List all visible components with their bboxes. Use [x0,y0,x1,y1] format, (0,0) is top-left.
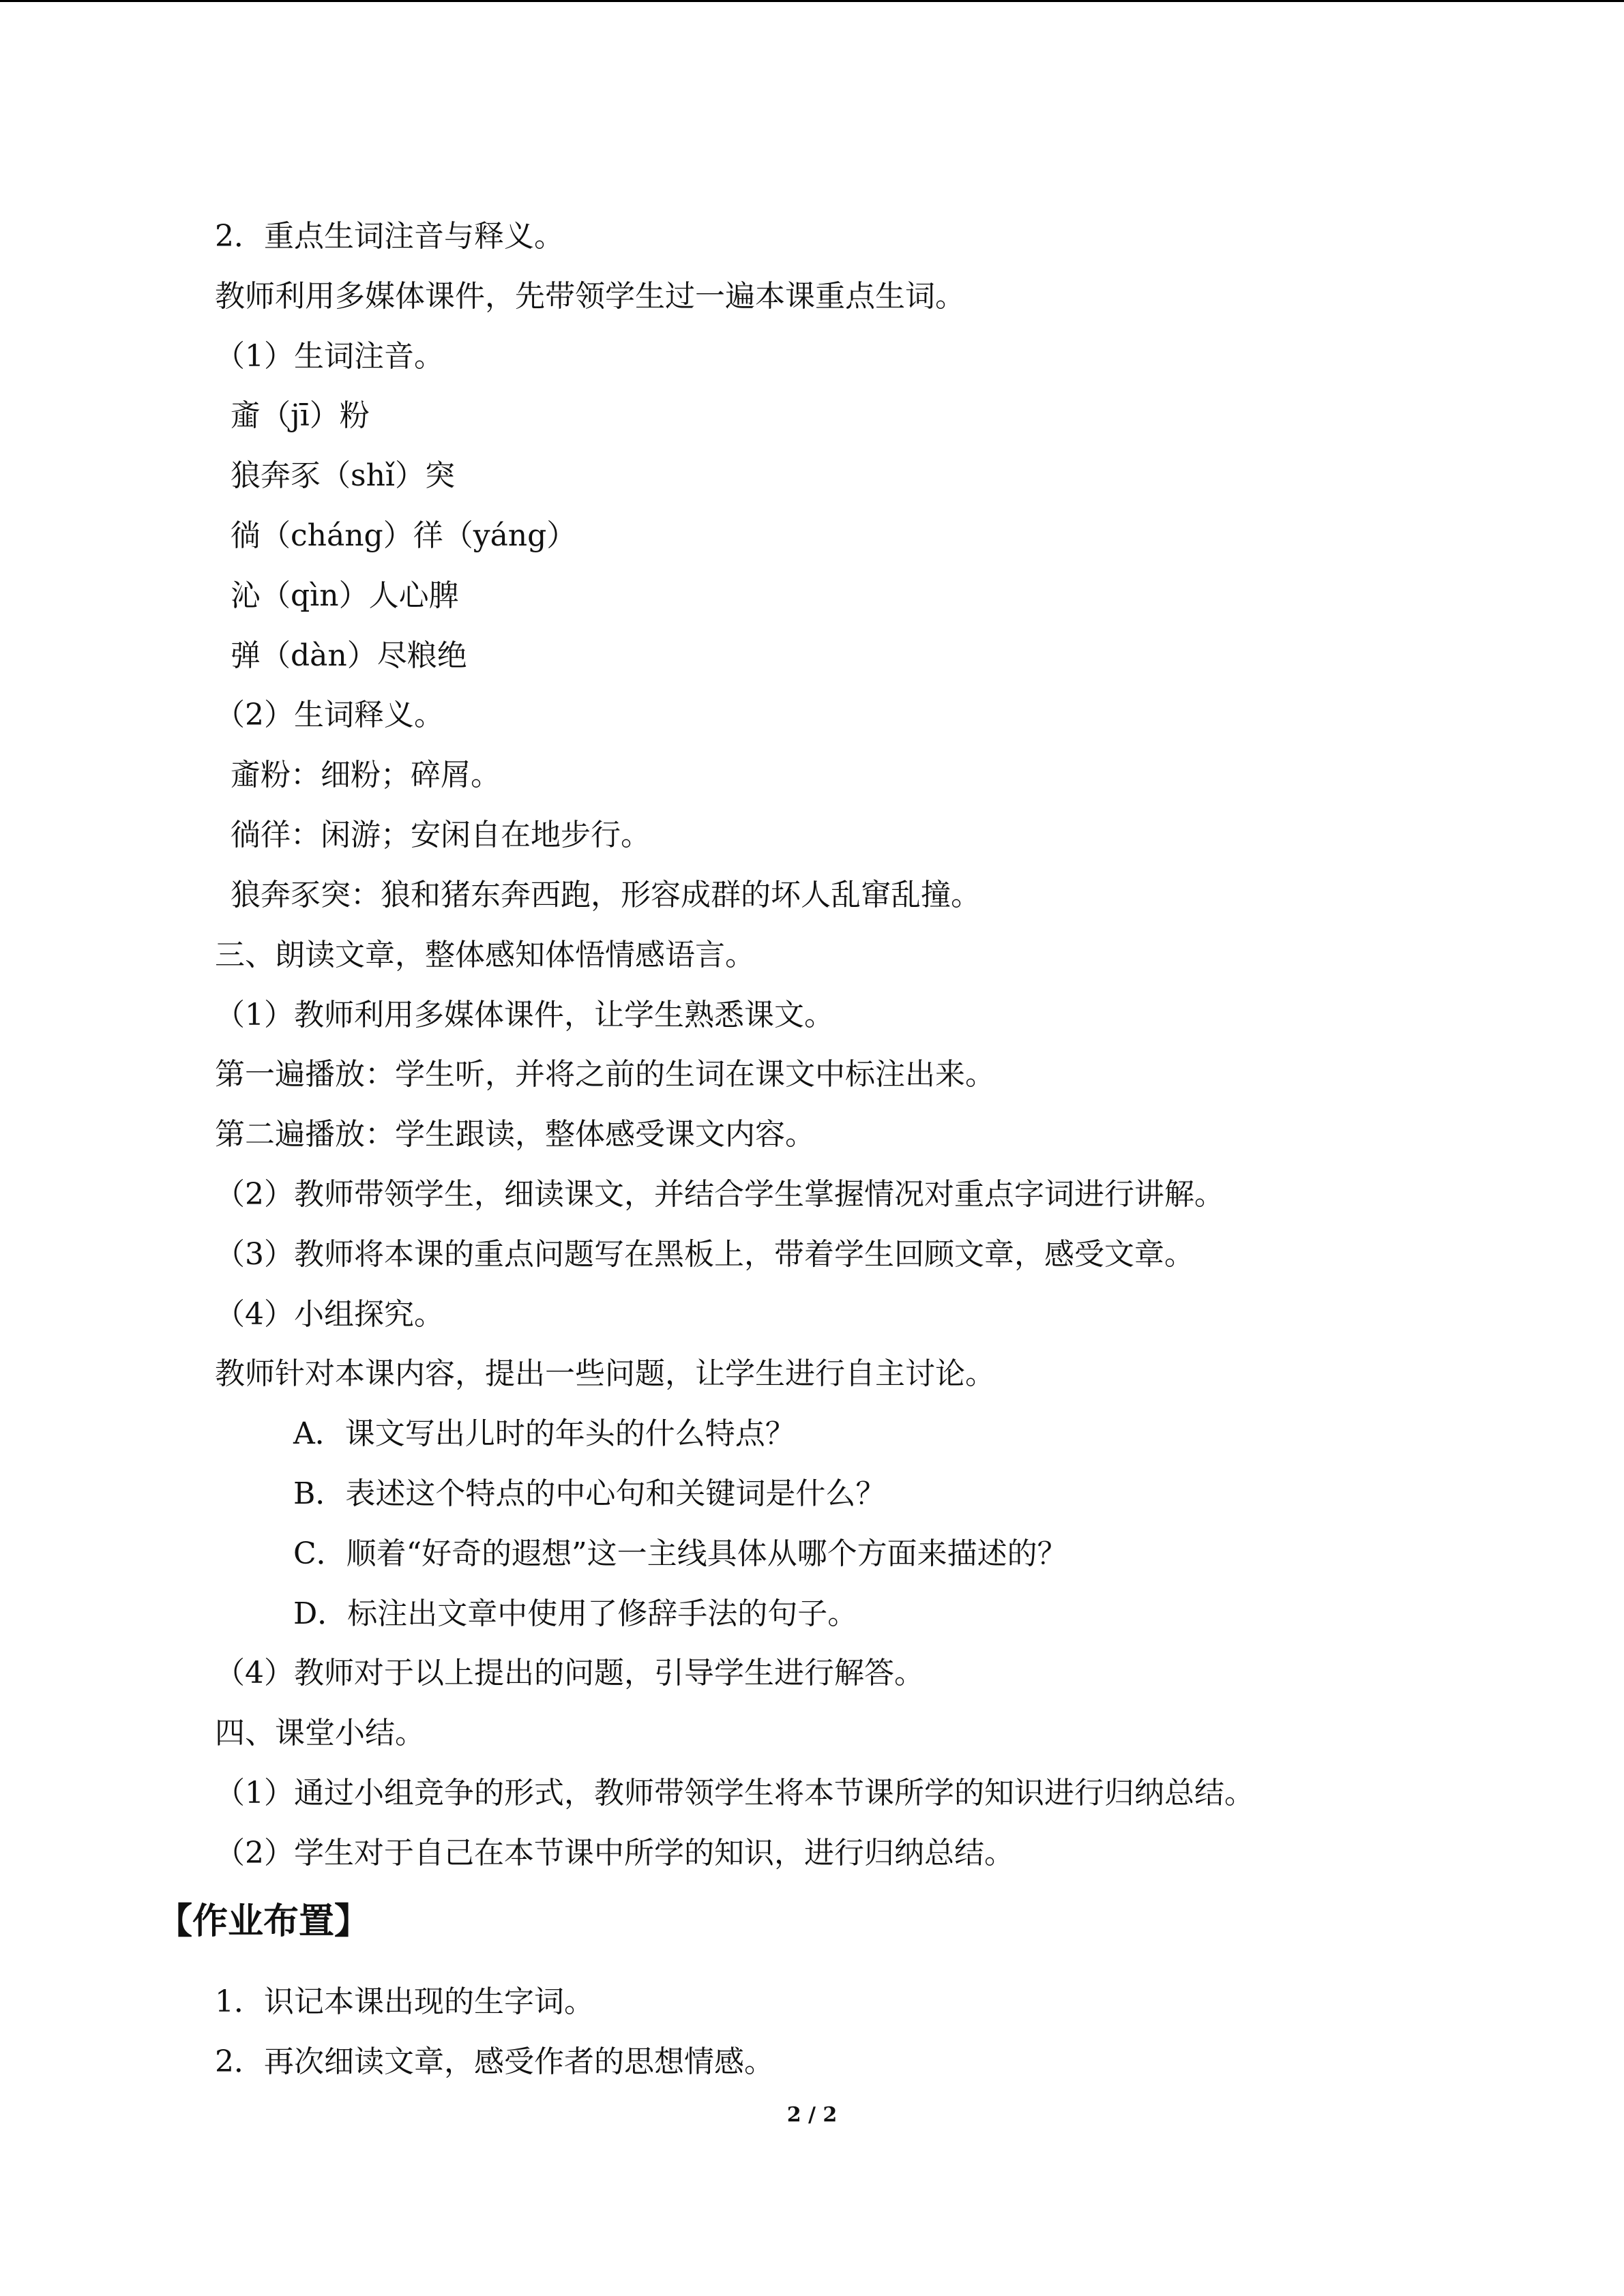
paragraph: 第二遍播放：学生跟读，整体感受课文内容。 [215,1117,815,1152]
definition-item: 狼奔豕突：狼和猪东奔西跑，形容成群的坏人乱窜乱撞。 [231,878,981,912]
section-title-summary: 四、课堂小结。 [215,1716,425,1750]
vocab-item: 沁（qìn）人心脾 [231,578,459,613]
section-title-key-words: 2．重点生词注音与释义。 [215,219,564,254]
homework-item: 1．识记本课出现的生字词。 [215,1984,594,2019]
paragraph: （2）教师带领学生，细读课文，并结合学生掌握情况对重点字词进行讲解。 [215,1177,1224,1212]
subsection-pronunciation: （1）生词注音。 [215,339,444,374]
paragraph: （2）学生对于自己在本节课中所学的知识，进行归纳总结。 [215,1836,1014,1870]
paragraph: （1）教师利用多媒体课件，让学生熟悉课文。 [215,998,834,1032]
paragraph: 教师利用多媒体课件，先带领学生过一遍本课重点生词。 [215,279,965,314]
vocab-item: 齑（jī）粉 [231,398,370,433]
definition-item: 齑粉：细粉；碎屑。 [231,758,501,792]
section-title-reading: 三、朗读文章，整体感知体悟情感语言。 [215,938,755,972]
paragraph: （4）教师对于以上提出的问题，引导学生进行解答。 [215,1656,924,1690]
definition-item: 徜徉：闲游；安闲自在地步行。 [231,818,651,852]
question-item: B．表述这个特点的中心句和关键词是什么？ [293,1476,886,1511]
paragraph: （3）教师将本课的重点问题写在黑板上，带着学生回顾文章，感受文章。 [215,1237,1194,1272]
question-item: A．课文写出儿时的年头的什么特点？ [293,1416,795,1451]
vocab-item: 弹（dàn）尽粮绝 [231,638,467,673]
paragraph: 第一遍播放：学生听，并将之前的生词在课文中标注出来。 [215,1057,995,1092]
homework-item: 2．再次细读文章，感受作者的思想情感。 [215,2044,774,2079]
page-number: 2 / 2 [786,2103,838,2127]
top-border [0,0,1624,2]
question-item: D．标注出文章中使用了修辞手法的句子。 [293,1596,858,1631]
paragraph: （1）通过小组竞争的形式，教师带领学生将本节课所学的知识进行归纳总结。 [215,1776,1254,1810]
paragraph: 教师针对本课内容，提出一些问题，让学生进行自主讨论。 [215,1356,995,1391]
vocab-item: 徜（cháng）徉（yáng） [231,518,577,553]
vocab-item: 狼奔豕（shǐ）突 [231,458,455,493]
subsection-definitions: （2）生词释义。 [215,698,444,732]
homework-heading: 【作业布置】 [157,1901,370,1942]
question-item: C．顺着“好奇的遐想”这一主线具体从哪个方面来描述的？ [293,1536,1067,1571]
paragraph: （4）小组探究。 [215,1297,444,1332]
